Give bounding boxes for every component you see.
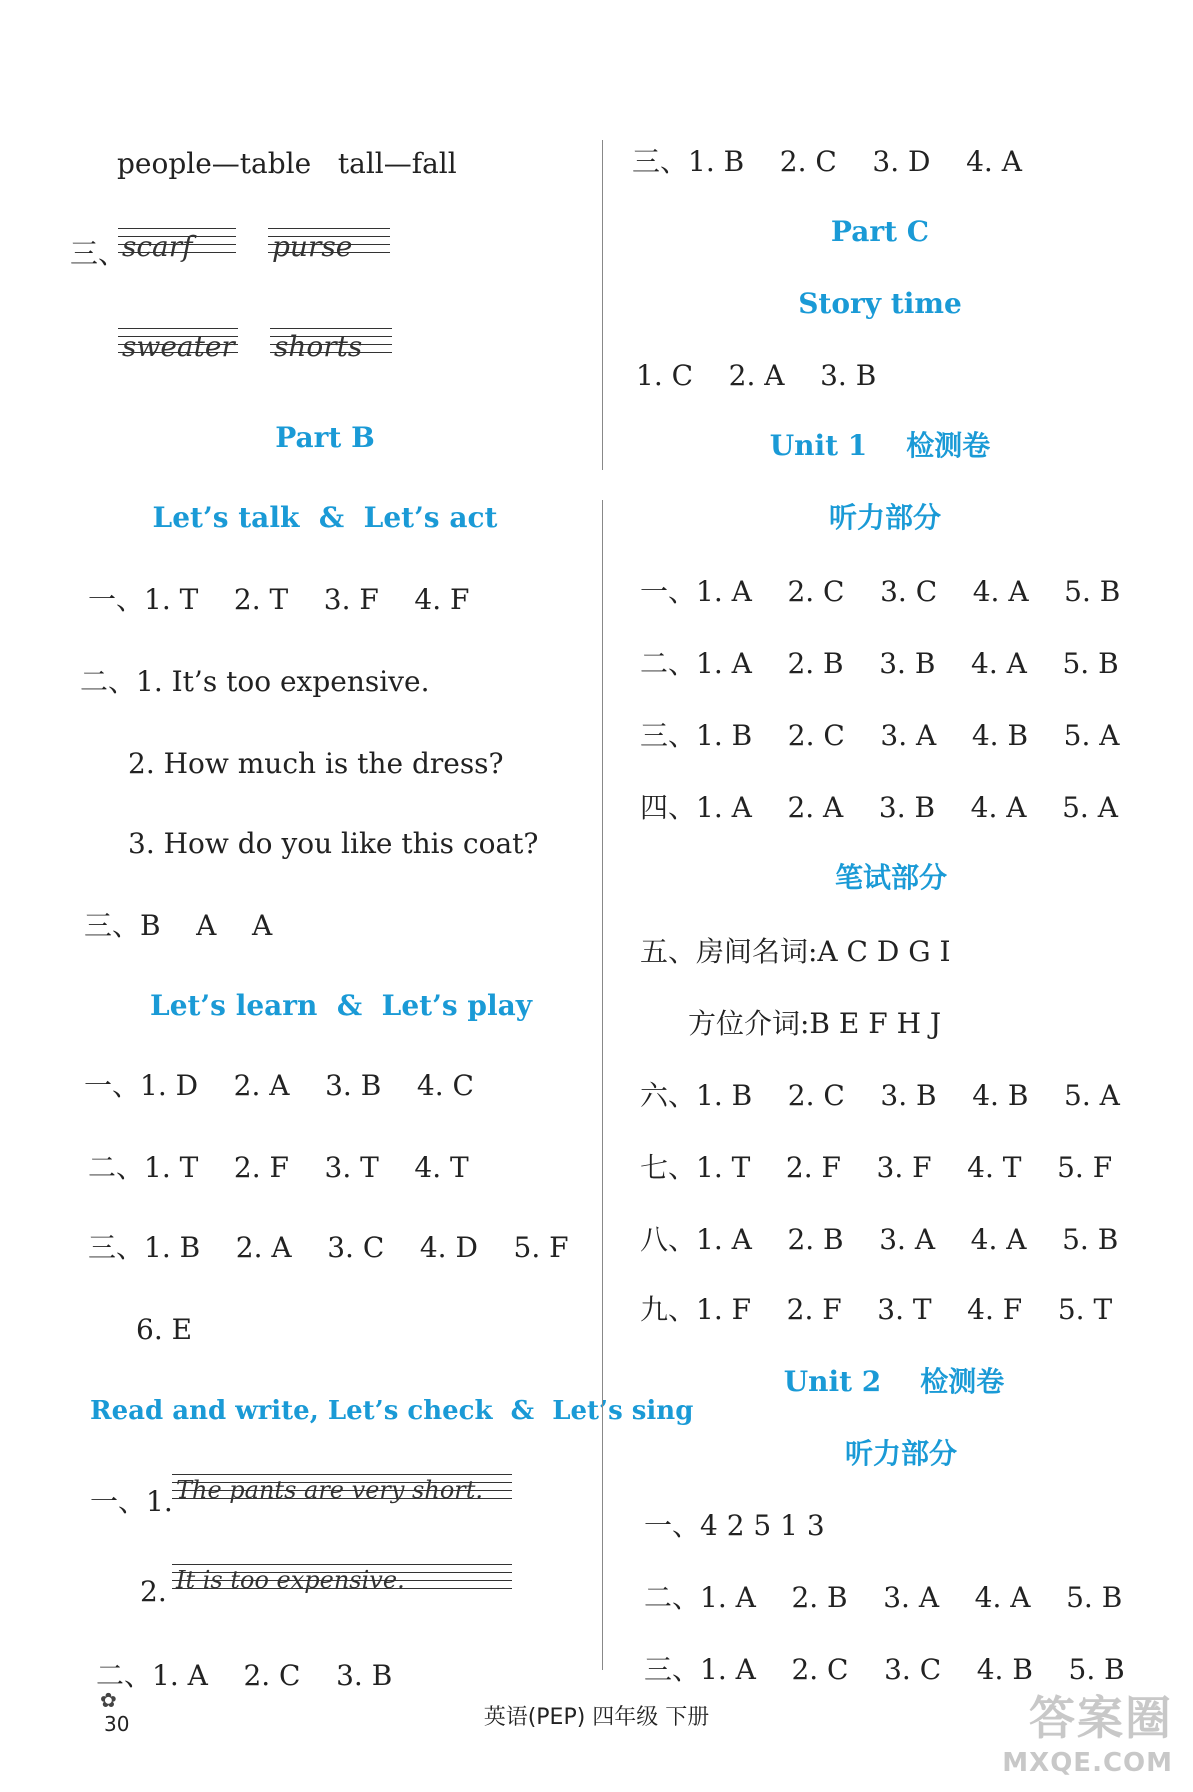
answer-line: 二、1. It’s too expensive. xyxy=(80,665,430,698)
watermark-url: MXQE.COM xyxy=(1002,1748,1173,1778)
pairs-line: people—table tall—fall xyxy=(117,147,457,180)
answer-line: 一、1. A 2. C 3. C 4. A 5. B xyxy=(640,575,1121,608)
handwriting-line-sweater xyxy=(118,328,238,368)
handwritten-word: purse xyxy=(272,230,353,263)
answer-line: 一、4 2 5 1 3 xyxy=(644,1509,825,1542)
watermark xyxy=(1002,1682,1173,1778)
answer-line: 2. How much is the dress? xyxy=(128,747,504,780)
answer-line: 三、B A A xyxy=(84,909,273,942)
answer-line: 八、1. A 2. B 3. A 4. A 5. B xyxy=(640,1223,1119,1256)
heading-story-time: Story time xyxy=(798,287,962,320)
answer-line: 二、1. T 2. F 3. T 4. T xyxy=(88,1151,469,1184)
handwritten-word: sweater xyxy=(122,330,235,363)
answer-line: 二、1. A 2. B 3. A 4. A 5. B xyxy=(644,1581,1123,1614)
answer-line: 一、1. T 2. T 3. F 4. F xyxy=(88,583,470,616)
answer-line: 二、1. A 2. C 3. B xyxy=(96,1659,393,1692)
answer-line: 1. C 2. A 3. B xyxy=(636,359,877,392)
handwriting-sentence-1 xyxy=(172,1474,512,1514)
answer-line: 三、1. B 2. C 3. A 4. B 5. A xyxy=(640,719,1120,752)
handwriting-sentence-2 xyxy=(172,1564,512,1604)
answer-line: 四、1. A 2. A 3. B 4. A 5. A xyxy=(640,791,1118,824)
heading-written-1: 笔试部分 xyxy=(834,861,947,894)
answer-line: 九、1. F 2. F 3. T 4. F 5. T xyxy=(640,1293,1113,1326)
heading-lets-learn: Let’s learn & Let’s play xyxy=(150,989,532,1022)
heading-lets-talk: Let’s talk & Let’s act xyxy=(152,501,498,534)
page-ornament-icon: ✿ xyxy=(100,1688,117,1712)
heading-unit-2: Unit 2 检测卷 xyxy=(783,1365,1005,1398)
answer-line: 3. How do you like this coat? xyxy=(128,827,539,860)
answer-line: 三、1. B 2. C 3. D 4. A xyxy=(632,145,1022,178)
answer-line: 二、1. A 2. B 3. B 4. A 5. B xyxy=(640,647,1119,680)
heading-read-and-write: Read and write, Let’s check & Let’s sing xyxy=(90,1396,694,1426)
answer-line: 一、1. D 2. A 3. B 4. C xyxy=(84,1069,474,1102)
section-label-san: 三、 xyxy=(70,237,127,270)
heading-listening-2: 听力部分 xyxy=(844,1437,957,1470)
handwriting-line-scarf xyxy=(118,228,236,268)
heading-unit-1: Unit 1 检测卷 xyxy=(769,429,991,462)
handwriting-line-purse xyxy=(268,228,390,268)
handwritten-sentence: The pants are very short. xyxy=(176,1476,484,1504)
column-divider xyxy=(602,140,603,470)
column-divider xyxy=(602,500,603,1670)
heading-part-c: Part C xyxy=(830,215,930,248)
answer-label: 一、1. xyxy=(90,1485,173,1518)
heading-listening-1: 听力部分 xyxy=(828,501,941,534)
answer-line: 五、房间名词:A C D G I xyxy=(640,935,951,968)
answer-label: 2. xyxy=(140,1575,167,1608)
answer-line: 七、1. T 2. F 3. F 4. T 5. F xyxy=(640,1151,1113,1184)
answer-line: 三、1. A 2. C 3. C 4. B 5. B xyxy=(644,1653,1125,1686)
watermark-logo-text: 答案圈 xyxy=(1029,1691,1173,1745)
answer-line: 六、1. B 2. C 3. B 4. B 5. A xyxy=(640,1079,1120,1112)
book-title-footer: 英语(PEP) 四年级 下册 xyxy=(483,1705,710,1730)
handwritten-word: shorts xyxy=(274,330,363,363)
page-number: 30 xyxy=(104,1712,130,1736)
answer-line: 方位介词:B E F H J xyxy=(688,1007,942,1040)
answer-line: 6. E xyxy=(136,1313,193,1346)
handwritten-word: scarf xyxy=(122,230,193,263)
handwriting-line-shorts xyxy=(270,328,392,368)
handwritten-sentence: It is too expensive. xyxy=(176,1566,405,1594)
heading-part-b: Part B xyxy=(275,421,375,454)
answer-line: 三、1. B 2. A 3. C 4. D 5. F xyxy=(88,1231,569,1264)
